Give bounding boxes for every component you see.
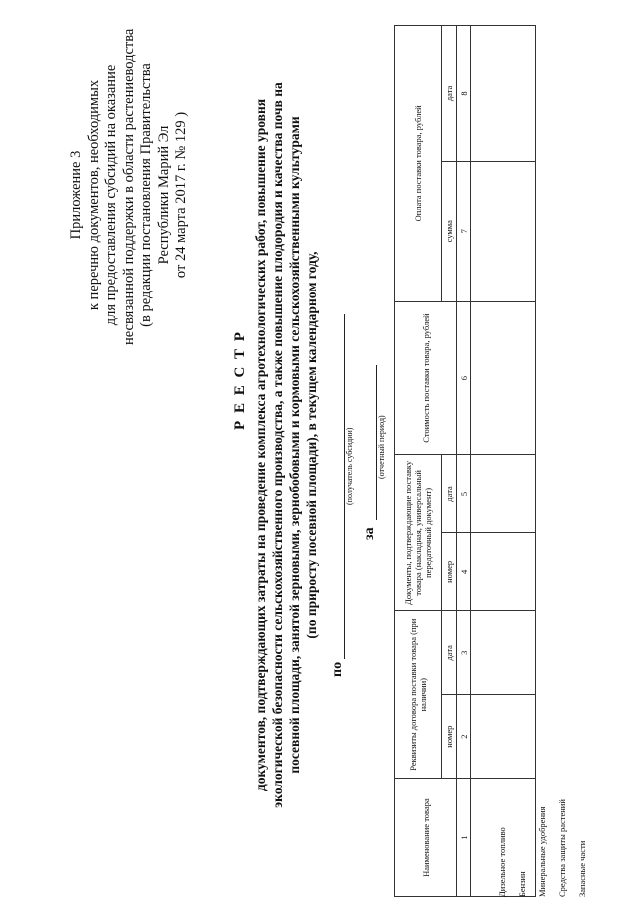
appendix-line: несвязанной поддержки в области растениеводства xyxy=(120,28,137,345)
za-label: за xyxy=(362,527,377,540)
table-subheader-row xyxy=(442,26,457,897)
table-cell[interactable] xyxy=(471,161,536,301)
table-cell[interactable] xyxy=(471,695,536,779)
subheader-sum: сумма xyxy=(442,161,457,301)
column-number: 5 xyxy=(457,455,471,533)
column-number-row xyxy=(457,26,471,897)
appendix-line: (в редакции постановления Правительства xyxy=(138,63,154,327)
column-number: 7 xyxy=(457,161,471,301)
header-cost: Стоимость поставки товара, рублей xyxy=(395,301,457,455)
list-item: Бензин xyxy=(517,871,527,897)
header-payment: Оплата поставки товара, рублей xyxy=(395,26,442,302)
table-cell[interactable] xyxy=(471,26,536,162)
subheader-date: дата xyxy=(442,455,457,533)
appendix-line: Приложение 3 xyxy=(68,150,84,240)
subheader-date: дата xyxy=(442,26,457,162)
subheader-date: дата xyxy=(442,611,457,695)
header-name: Наименование товара xyxy=(395,779,457,897)
column-number: 3 xyxy=(457,611,471,695)
column-number: 1 xyxy=(457,779,471,897)
document-subtitle xyxy=(252,5,320,885)
subtitle-line: (по приросту посевной площади), в текущем календарном году, xyxy=(304,251,319,639)
table-cell[interactable] xyxy=(471,611,536,695)
subtitle-line: посевной площади, занятой зерновыми, зернобобовыми и кормовыми сельскохозяйственными культурами xyxy=(287,116,302,774)
subheader-number: номер xyxy=(442,695,457,779)
appendix-line: от 24 марта 2017 г. № 129 ) xyxy=(173,111,189,279)
column-number: 6 xyxy=(457,301,471,455)
table-row xyxy=(471,26,536,897)
goods-list xyxy=(497,779,597,897)
table-cell[interactable] xyxy=(471,533,536,611)
period-field[interactable] xyxy=(362,527,378,540)
column-number: 4 xyxy=(457,533,471,611)
appendix-line: Республики Марий Эл xyxy=(155,125,172,265)
header-contract: Реквизиты договора поставки товара (при наличии) xyxy=(395,611,442,779)
list-item: Минеральные удобрения xyxy=(537,806,547,897)
subtitle-line: экологической безопасности сельскохозяйственного производства, а также повышение плодородия и качества почв на xyxy=(270,82,285,808)
registry-table xyxy=(394,25,536,897)
header-documents: Документы, подтверждающие поставку товара (накладная, универсальный передаточный документ) xyxy=(395,455,442,611)
column-number: 2 xyxy=(457,695,471,779)
subheader-number: номер xyxy=(442,533,457,611)
list-item: Средства защиты растений xyxy=(557,799,567,897)
subtitle-line: документов, подтверждающих затраты на проведение комплекса агротехнологических работ, повышение уровня xyxy=(253,98,268,792)
document-title: Р Е Е С Т Р xyxy=(232,330,248,430)
period-caption: (отчетный период) xyxy=(377,415,386,479)
table-header-row xyxy=(395,26,442,897)
list-item: Дизельное топливо xyxy=(497,827,507,897)
table-cell[interactable] xyxy=(471,455,536,533)
list-item: Запасные части xyxy=(577,840,587,897)
table-cell[interactable] xyxy=(471,301,536,455)
recipient-caption: (получатель субсидии) xyxy=(345,427,354,505)
po-label: по xyxy=(330,661,345,677)
appendix-block xyxy=(68,28,191,345)
recipient-field[interactable] xyxy=(330,662,346,677)
appendix-line: к перечню документов, необходимых xyxy=(85,79,102,311)
column-number: 8 xyxy=(457,26,471,162)
appendix-line: для предоставления субсидий на оказание xyxy=(103,64,119,326)
